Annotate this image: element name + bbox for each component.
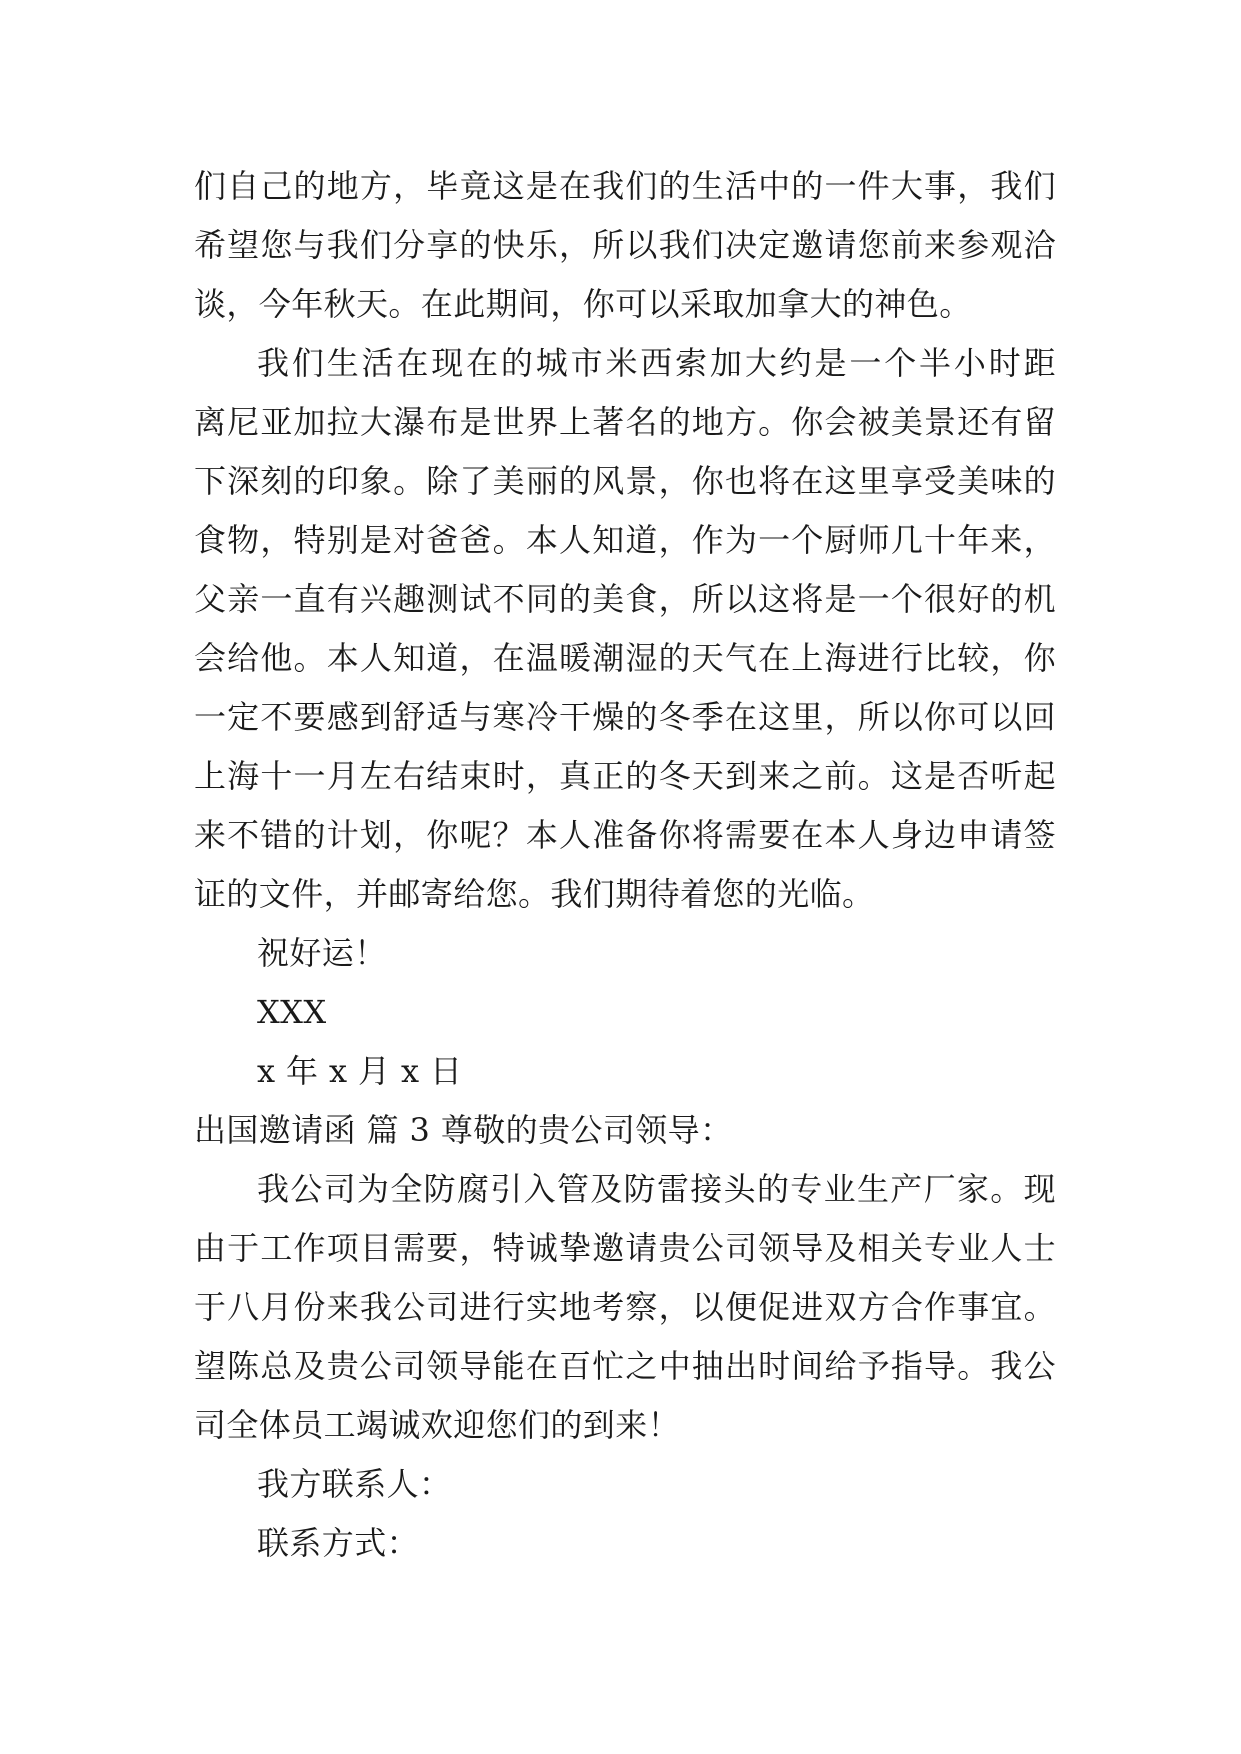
letter-1-paragraph-2-line: 下深刻的印象。除了美丽的风景，你也将在这里享受美味的	[194, 462, 1056, 500]
letter-1-closing: 祝好运！	[257, 934, 387, 972]
letter-1-paragraph-2-line: 一定不要感到舒适与寒冷干燥的冬季在这里，所以你可以回	[194, 698, 1056, 736]
letter-1-paragraph-2-line: 我们生活在现在的城市米西索加大约是一个半小时距	[257, 344, 1056, 382]
letter-1-paragraph-2-line: 来不错的计划，你呢？本人准备你将需要在本人身边申请签	[194, 816, 1056, 854]
letter-1-signature: XXX	[257, 993, 327, 1031]
letter-3-body-line: 我公司为全防腐引入管及防雷接头的专业生产厂家。现	[257, 1170, 1056, 1208]
letter-3-heading: 出国邀请函 篇 3 尊敬的贵公司领导：	[194, 1111, 733, 1149]
letter-1-paragraph-2-line: 证的文件，并邮寄给您。我们期待着您的光临。	[194, 875, 875, 913]
contact-person-label: 我方联系人：	[257, 1465, 452, 1503]
letter-3-body-line: 于八月份来我公司进行实地考察，以便促进双方合作事宜。	[194, 1288, 1056, 1326]
letter-3-body-line: 由于工作项目需要，特诚挚邀请贵公司领导及相关专业人士	[194, 1229, 1056, 1267]
letter-1-paragraph-2-line: 父亲一直有兴趣测试不同的美食，所以这将是一个很好的机	[194, 580, 1056, 618]
document-body	[194, 157, 1056, 1573]
letter-1-paragraph-2-line: 会给他。本人知道，在温暖潮湿的天气在上海进行比较，你	[194, 639, 1056, 677]
contact-method-label: 联系方式：	[257, 1524, 420, 1562]
letter-1-paragraph-2-line: 离尼亚加拉大瀑布是世界上著名的地方。你会被美景还有留	[194, 403, 1056, 441]
letter-1-body-line: 们自己的地方，毕竟这是在我们的生活中的一件大事，我们	[194, 167, 1056, 205]
letter-1-paragraph-2-line: 上海十一月左右结束时，真正的冬天到来之前。这是否听起	[194, 757, 1056, 795]
letter-1-date: x 年 x 月 x 日	[257, 1052, 463, 1090]
letter-1-paragraph-2-line: 食物，特别是对爸爸。本人知道，作为一个厨师几十年来，	[194, 521, 1056, 559]
letter-3-body-line: 司全体员工竭诚欢迎您们的到来！	[194, 1406, 681, 1444]
letter-3-body-line: 望陈总及贵公司领导能在百忙之中抽出时间给予指导。我公	[194, 1347, 1056, 1385]
letter-1-body-line: 谈，今年秋天。在此期间，你可以采取加拿大的神色。	[194, 285, 972, 323]
letter-1-body-line: 希望您与我们分享的快乐，所以我们决定邀请您前来参观洽	[194, 226, 1056, 264]
